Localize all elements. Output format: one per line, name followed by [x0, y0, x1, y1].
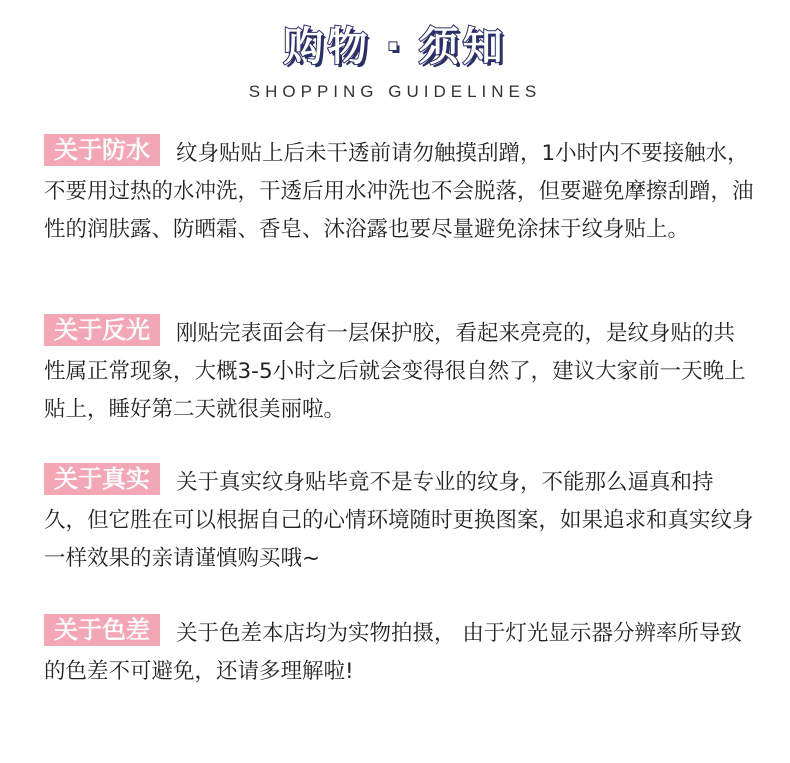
section-tag: 关于反光 [44, 314, 160, 346]
section-waterproof [44, 134, 756, 249]
section-tag: 关于色差 [44, 614, 160, 646]
title-left: 购物 [283, 24, 372, 70]
title-dot: · [385, 24, 405, 70]
section-tag: 关于防水 [44, 134, 160, 166]
page-subtitle: SHOPPING GUIDELINES [248, 82, 542, 101]
section-tag: 关于真实 [44, 463, 160, 495]
section-realism [44, 463, 756, 578]
section-reflection [44, 314, 756, 429]
section-color-difference [44, 614, 756, 691]
section-text: 关于色差本店均为实物拍摄， 由于灯光显示器分辨率所导致的色差不可避免，还请多理解啦! [44, 621, 742, 684]
page-title [283, 22, 506, 72]
section-text: 纹身贴贴上后未干透前请勿触摸刮蹭，1小时内不要接触水，不要用过热的水冲洗，干透后用水冲洗也不会脱落，但要避免摩擦刮蹭，油性的润肤露、防晒霜、香皂、沐浴露也要尽量避免涂抹于纹身贴上。 [44, 141, 754, 242]
section-text: 关于真实纹身贴毕竟不是专业的纹身，不能那么逼真和持久，但它胜在可以根据自己的心情环境随时更换图案，如果追求和真实纹身一样效果的亲请谨慎购买哦~ [44, 470, 754, 571]
page-header [0, 22, 790, 102]
section-text: 刚贴完表面会有一层保护胶，看起来亮亮的，是纹身贴的共性属正常现象，大概3-5小时之后就会变得很自然了，建议大家前一天晚上贴上，睡好第二天就很美丽啦。 [44, 321, 746, 422]
title-right: 须知 [418, 24, 507, 70]
